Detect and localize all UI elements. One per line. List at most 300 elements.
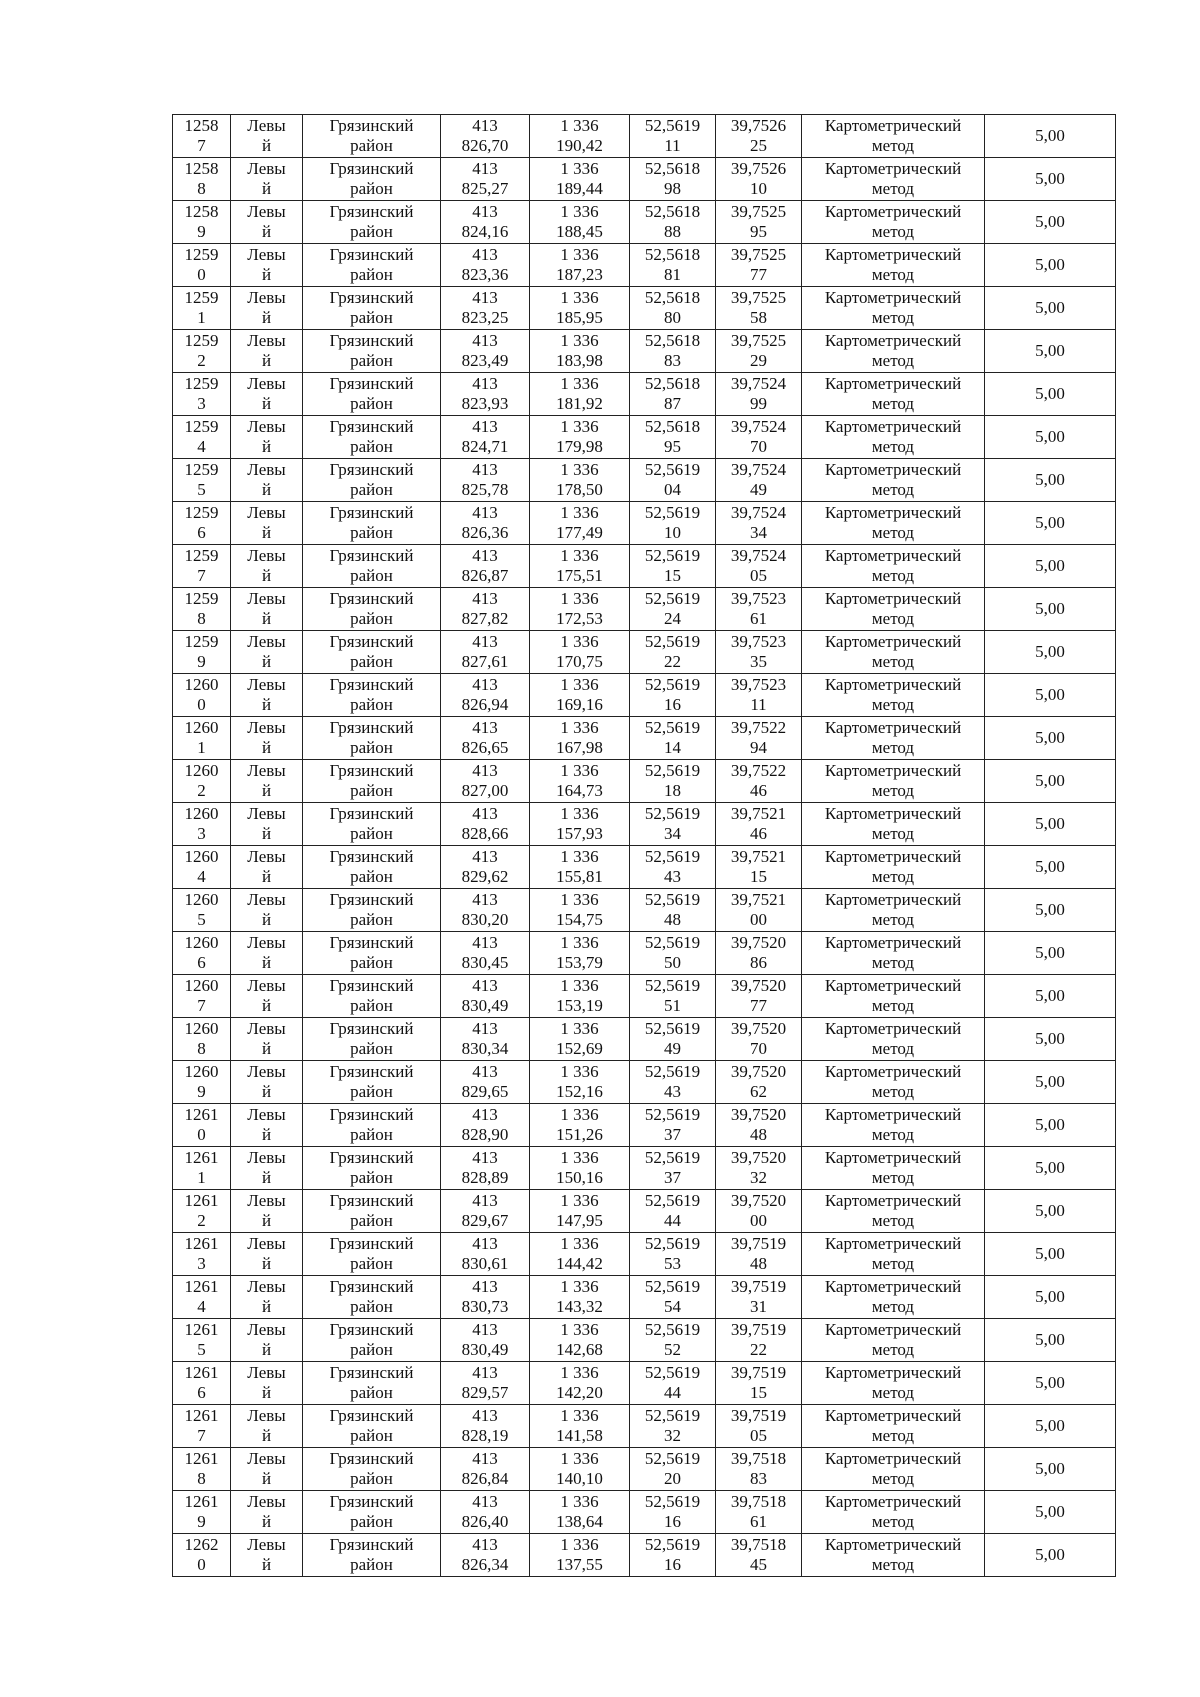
district-cell-text: район [350,824,393,843]
longitude-cell-text: 39,7526 [730,159,787,178]
y-coordinate-cell-text: 1 336 [560,1535,599,1554]
accuracy-cell [985,1448,1116,1491]
bank-side-cell-text: й [261,652,272,671]
y-coordinate-cell-text: 1 336 [560,804,599,823]
longitude-cell-text: 39,7524 [730,374,787,393]
latitude-cell-text: 52,5619 [644,1363,701,1382]
point-number-cell-text: 1260 [184,675,219,694]
method-cell [802,1018,985,1061]
longitude-cell [716,588,802,631]
district-cell-text: район [350,1254,393,1273]
y-coordinate-cell [530,1104,630,1147]
x-coordinate-cell-text: 413 [472,718,498,737]
bank-side-cell-text: й [261,1125,272,1144]
district-cell-text: район [350,566,393,585]
method-cell-text: метод [871,824,915,843]
method-cell-text: Картометрический [824,761,962,780]
table-row [173,760,1116,803]
y-coordinate-cell-text: 1 336 [560,632,599,651]
accuracy-cell-text: 5,00 [1035,1373,1065,1392]
longitude-cell-text: 39,7520 [730,1019,787,1038]
district-cell [303,803,441,846]
method-cell-text: Картометрический [824,1234,962,1253]
bank-side-cell [231,631,303,674]
latitude-cell [630,1147,716,1190]
latitude-cell-text: 15 [664,566,681,585]
district-cell [303,416,441,459]
bank-side-cell-text: Левы [247,1277,286,1296]
district-cell [303,846,441,889]
y-coordinate-cell-text: 1 336 [560,1320,599,1339]
y-coordinate-cell [530,846,630,889]
district-cell [303,373,441,416]
method-cell-text: Картометрический [824,890,962,909]
bank-side-cell [231,932,303,975]
x-coordinate-cell-text: 413 [472,1105,498,1124]
district-cell-text: Грязинский [329,202,414,221]
y-coordinate-cell-text: 1 336 [560,1449,599,1468]
bank-side-cell-text: Левы [247,1363,286,1382]
y-coordinate-cell-text: 1 336 [560,1406,599,1425]
method-cell-text: Картометрический [824,1191,962,1210]
y-coordinate-cell [530,1233,630,1276]
method-cell-text: метод [871,308,915,327]
bank-side-cell-text: й [261,738,272,757]
bank-side-cell [231,416,303,459]
x-coordinate-cell [441,330,530,373]
x-coordinate-cell-text: 830,49 [461,1340,509,1359]
method-cell-text: Картометрический [824,1062,962,1081]
point-number-cell-text: 1262 [184,1535,219,1554]
latitude-cell-text: 44 [664,1211,681,1230]
latitude-cell-text: 52,5619 [644,1234,701,1253]
method-cell [802,545,985,588]
method-cell-text: метод [871,867,915,886]
y-coordinate-cell-text: 141,58 [556,1426,603,1445]
longitude-cell [716,459,802,502]
y-coordinate-cell-text: 169,16 [556,695,603,714]
x-coordinate-cell [441,1147,530,1190]
bank-side-cell-text: Левы [247,632,286,651]
district-cell-text: район [350,867,393,886]
x-coordinate-cell-text: 826,34 [461,1555,509,1574]
district-cell-text: район [350,1555,393,1574]
x-coordinate-cell-text: 828,66 [461,824,509,843]
y-coordinate-cell [530,158,630,201]
method-cell [802,846,985,889]
bank-side-cell [231,1448,303,1491]
x-coordinate-cell-text: 830,49 [461,996,509,1015]
accuracy-cell-text: 5,00 [1035,900,1065,919]
latitude-cell [630,1190,716,1233]
district-cell-text: Грязинский [329,632,414,651]
longitude-cell-text: 39,7519 [730,1406,787,1425]
longitude-cell [716,1018,802,1061]
latitude-cell-text: 14 [664,738,681,757]
latitude-cell [630,545,716,588]
bank-side-cell-text: Левы [247,718,286,737]
longitude-cell-text: 39,7523 [730,675,787,694]
x-coordinate-cell-text: 413 [472,245,498,264]
y-coordinate-cell-text: 190,42 [556,136,603,155]
y-coordinate-cell-text: 1 336 [560,546,599,565]
longitude-cell [716,803,802,846]
point-number-cell-text: 1 [197,738,206,757]
longitude-cell [716,1534,802,1577]
bank-side-cell-text: Левы [247,331,286,350]
method-cell [802,1448,985,1491]
accuracy-cell [985,674,1116,717]
latitude-cell-text: 52,5619 [644,632,701,651]
point-number-cell [173,674,231,717]
table-row [173,416,1116,459]
y-coordinate-cell [530,588,630,631]
y-coordinate-cell [530,1491,630,1534]
x-coordinate-cell-text: 413 [472,589,498,608]
bank-side-cell-text: Левы [247,1019,286,1038]
x-coordinate-cell [441,1276,530,1319]
y-coordinate-cell-text: 153,19 [556,996,603,1015]
latitude-cell-text: 52,5619 [644,1277,701,1296]
method-cell-text: метод [871,695,915,714]
method-cell-text: Картометрический [824,1320,962,1339]
latitude-cell [630,201,716,244]
bank-side-cell-text: й [261,996,272,1015]
x-coordinate-cell-text: 828,89 [461,1168,509,1187]
accuracy-cell [985,975,1116,1018]
bank-side-cell-text: Левы [247,675,286,694]
table-row [173,330,1116,373]
accuracy-cell-text: 5,00 [1035,857,1065,876]
table-row [173,975,1116,1018]
accuracy-cell-text: 5,00 [1035,943,1065,962]
bank-side-cell [231,1362,303,1405]
accuracy-cell-text: 5,00 [1035,771,1065,790]
bank-side-cell [231,1534,303,1577]
bank-side-cell-text: Левы [247,1492,286,1511]
method-cell-text: метод [871,996,915,1015]
method-cell-text: Картометрический [824,288,962,307]
bank-side-cell-text: й [261,609,272,628]
district-cell [303,1319,441,1362]
district-cell-text: район [350,609,393,628]
method-cell [802,1405,985,1448]
district-cell-text: район [350,265,393,284]
bank-side-cell [231,115,303,158]
x-coordinate-cell-text: 413 [472,374,498,393]
method-cell-text: метод [871,1555,915,1574]
longitude-cell [716,158,802,201]
method-cell-text: Картометрический [824,675,962,694]
district-cell [303,588,441,631]
y-coordinate-cell-text: 183,98 [556,351,603,370]
longitude-cell-text: 39,7522 [730,761,787,780]
bank-side-cell-text: й [261,1555,272,1574]
x-coordinate-cell-text: 829,65 [461,1082,509,1101]
method-cell [802,1276,985,1319]
latitude-cell [630,416,716,459]
bank-side-cell-text: й [261,394,272,413]
x-coordinate-cell-text: 823,93 [461,394,509,413]
method-cell-text: Картометрический [824,1105,962,1124]
bank-side-cell-text: Левы [247,847,286,866]
y-coordinate-cell-text: 144,42 [556,1254,603,1273]
x-coordinate-cell-text: 413 [472,675,498,694]
point-number-cell-text: 1261 [184,1277,219,1296]
accuracy-cell [985,244,1116,287]
accuracy-cell [985,588,1116,631]
district-cell [303,932,441,975]
x-coordinate-cell-text: 825,78 [461,480,509,499]
latitude-cell-text: 34 [664,824,681,843]
point-number-cell [173,459,231,502]
latitude-cell-text: 52 [664,1340,681,1359]
latitude-cell-text: 87 [664,394,681,413]
method-cell-text: Картометрический [824,1277,962,1296]
x-coordinate-cell-text: 830,45 [461,953,509,972]
method-cell-text: метод [871,351,915,370]
district-cell-text: район [350,1168,393,1187]
latitude-cell-text: 52,5619 [644,890,701,909]
method-cell [802,1147,985,1190]
x-coordinate-cell-text: 826,40 [461,1512,509,1531]
x-coordinate-cell [441,459,530,502]
point-number-cell-text: 1258 [184,159,219,178]
district-cell-text: район [350,308,393,327]
point-number-cell-text: 1261 [184,1148,219,1167]
y-coordinate-cell-text: 1 336 [560,1277,599,1296]
y-coordinate-cell-text: 152,16 [556,1082,603,1101]
table-row [173,115,1116,158]
method-cell-text: Картометрический [824,417,962,436]
accuracy-cell [985,1061,1116,1104]
latitude-cell [630,330,716,373]
method-cell-text: Картометрический [824,718,962,737]
method-cell [802,502,985,545]
bank-side-cell-text: Левы [247,1062,286,1081]
x-coordinate-cell-text: 413 [472,1320,498,1339]
x-coordinate-cell-text: 413 [472,1449,498,1468]
district-cell [303,1448,441,1491]
point-number-cell-text: 6 [197,1383,206,1402]
x-coordinate-cell [441,932,530,975]
district-cell-text: Грязинский [329,1535,414,1554]
district-cell-text: Грязинский [329,890,414,909]
method-cell [802,1190,985,1233]
method-cell-text: метод [871,566,915,585]
y-coordinate-cell [530,244,630,287]
longitude-cell-text: 39,7520 [730,1148,787,1167]
bank-side-cell [231,717,303,760]
x-coordinate-cell-text: 413 [472,1535,498,1554]
x-coordinate-cell [441,803,530,846]
latitude-cell-text: 98 [664,179,681,198]
method-cell [802,760,985,803]
district-cell-text: район [350,480,393,499]
district-cell-text: Грязинский [329,1363,414,1382]
point-number-cell-text: 7 [197,1426,206,1445]
longitude-cell-text: 39,7521 [730,847,787,866]
x-coordinate-cell-text: 413 [472,1406,498,1425]
bank-side-cell-text: й [261,523,272,542]
table-row [173,846,1116,889]
x-coordinate-cell [441,1362,530,1405]
district-cell [303,975,441,1018]
method-cell [802,588,985,631]
method-cell-text: Картометрический [824,503,962,522]
method-cell-text: метод [871,1426,915,1445]
method-cell-text: метод [871,1254,915,1273]
longitude-cell-text: 35 [750,652,767,671]
point-number-cell-text: 7 [197,996,206,1015]
bank-side-cell-text: й [261,781,272,800]
longitude-cell-text: 10 [750,179,767,198]
point-number-cell [173,588,231,631]
latitude-cell-text: 52,5619 [644,847,701,866]
bank-side-cell [231,760,303,803]
longitude-cell [716,244,802,287]
accuracy-cell [985,1319,1116,1362]
point-number-cell-text: 5 [197,480,206,499]
x-coordinate-cell-text: 823,49 [461,351,509,370]
point-number-cell [173,803,231,846]
district-cell-text: Грязинский [329,331,414,350]
method-cell-text: Картометрический [824,331,962,350]
accuracy-cell [985,846,1116,889]
bank-side-cell-text: Левы [247,1234,286,1253]
accuracy-cell-text: 5,00 [1035,1416,1065,1435]
point-number-cell-text: 1261 [184,1363,219,1382]
method-cell [802,459,985,502]
district-cell [303,674,441,717]
x-coordinate-cell-text: 413 [472,1363,498,1382]
x-coordinate-cell-text: 824,71 [461,437,509,456]
point-number-cell-text: 5 [197,910,206,929]
y-coordinate-cell-text: 1 336 [560,460,599,479]
x-coordinate-cell [441,1534,530,1577]
latitude-cell [630,1405,716,1448]
district-cell-text: Грязинский [329,460,414,479]
accuracy-cell-text: 5,00 [1035,1330,1065,1349]
point-number-cell-text: 0 [197,1555,206,1574]
accuracy-cell [985,803,1116,846]
point-number-cell-text: 3 [197,394,206,413]
point-number-cell [173,502,231,545]
accuracy-cell-text: 5,00 [1035,1158,1065,1177]
bank-side-cell [231,889,303,932]
point-number-cell-text: 1259 [184,245,219,264]
method-cell-text: метод [871,1469,915,1488]
latitude-cell-text: 83 [664,351,681,370]
latitude-cell-text: 52,5618 [644,417,701,436]
bank-side-cell [231,502,303,545]
y-coordinate-cell [530,1190,630,1233]
y-coordinate-cell-text: 154,75 [556,910,603,929]
point-number-cell [173,373,231,416]
longitude-cell-text: 39,7523 [730,589,787,608]
table-row [173,889,1116,932]
point-number-cell-text: 1259 [184,374,219,393]
point-number-cell [173,545,231,588]
point-number-cell-text: 1261 [184,1492,219,1511]
district-cell-text: Грязинский [329,761,414,780]
table-row [173,1147,1116,1190]
table-row [173,1233,1116,1276]
district-cell [303,244,441,287]
longitude-cell-text: 39,7520 [730,1105,787,1124]
y-coordinate-cell-text: 151,26 [556,1125,603,1144]
point-number-cell-text: 3 [197,1254,206,1273]
bank-side-cell-text: й [261,566,272,585]
longitude-cell-text: 61 [750,609,767,628]
longitude-cell-text: 46 [750,824,767,843]
x-coordinate-cell-text: 413 [472,202,498,221]
accuracy-cell-text: 5,00 [1035,1201,1065,1220]
district-cell-text: Грязинский [329,1234,414,1253]
method-cell-text: метод [871,1340,915,1359]
district-cell-text: район [350,1383,393,1402]
y-coordinate-cell-text: 1 336 [560,933,599,952]
point-number-cell [173,1362,231,1405]
latitude-cell-text: 11 [664,136,681,155]
y-coordinate-cell [530,373,630,416]
point-number-cell [173,115,231,158]
x-coordinate-cell-text: 824,16 [461,222,509,241]
table-row [173,502,1116,545]
table-row [173,373,1116,416]
longitude-cell [716,1190,802,1233]
method-cell-text: Картометрический [824,159,962,178]
latitude-cell-text: 20 [664,1469,681,1488]
district-cell [303,1362,441,1405]
y-coordinate-cell [530,1405,630,1448]
method-cell [802,1104,985,1147]
district-cell [303,1190,441,1233]
point-number-cell [173,1061,231,1104]
point-number-cell-text: 8 [197,609,206,628]
longitude-cell [716,1061,802,1104]
district-cell-text: район [350,1125,393,1144]
longitude-cell-text: 39,7524 [730,546,787,565]
bank-side-cell-text: й [261,351,272,370]
bank-side-cell-text: Левы [247,890,286,909]
longitude-cell [716,846,802,889]
longitude-cell-text: 39,7524 [730,503,787,522]
longitude-cell-text: 49 [750,480,767,499]
y-coordinate-cell-text: 187,23 [556,265,603,284]
latitude-cell-text: 16 [664,1512,681,1531]
point-number-cell-text: 9 [197,1512,206,1531]
y-coordinate-cell-text: 1 336 [560,589,599,608]
point-number-cell [173,1534,231,1577]
method-cell [802,416,985,459]
bank-side-cell-text: й [261,1297,272,1316]
bank-side-cell-text: й [261,1168,272,1187]
latitude-cell-text: 52,5619 [644,503,701,522]
latitude-cell-text: 52,5618 [644,288,701,307]
method-cell [802,201,985,244]
y-coordinate-cell [530,889,630,932]
y-coordinate-cell-text: 179,98 [556,437,603,456]
accuracy-cell [985,1147,1116,1190]
method-cell [802,1362,985,1405]
point-number-cell-text: 1258 [184,202,219,221]
accuracy-cell-text: 5,00 [1035,1072,1065,1091]
latitude-cell [630,244,716,287]
district-cell-text: Грязинский [329,245,414,264]
x-coordinate-cell-text: 826,84 [461,1469,509,1488]
bank-side-cell-text: Левы [247,159,286,178]
